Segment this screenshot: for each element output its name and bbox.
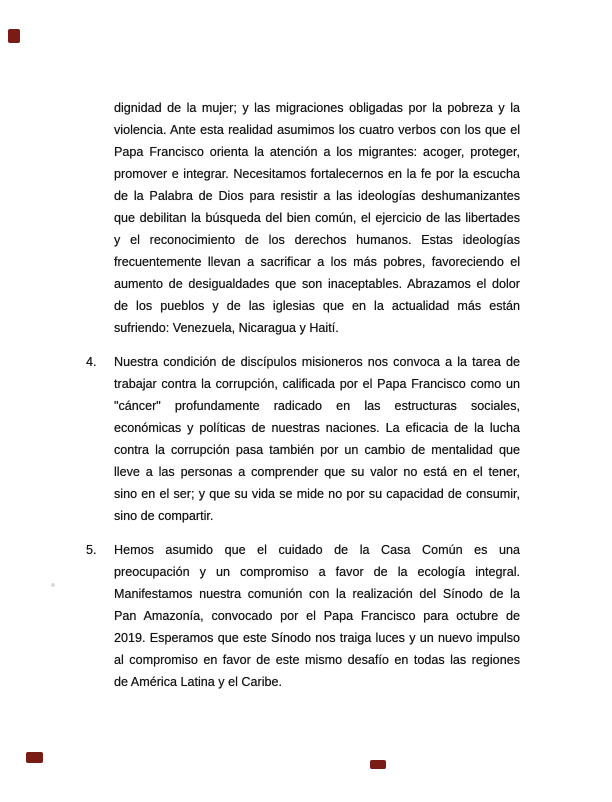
text-line: de América Latina y el Caribe. <box>114 675 283 689</box>
text-line: de los pueblos y de las iglesias que en la actualidad más están <box>114 299 520 313</box>
text-line: y el reconocimiento de los derechos humanos. Estas ideologías <box>114 233 520 247</box>
text-line: frecuentemente llevan a sacrificar a los más pobres, favoreciendo el <box>114 255 520 269</box>
scan-speck <box>51 583 55 587</box>
text-line: que debilitan la búsqueda del bien común, el ejercicio de las libertades <box>114 211 520 225</box>
text-line: lleve a las personas a comprender que su valor no está en el tener, <box>114 465 520 479</box>
item-number-5: 5. <box>86 543 97 557</box>
text-line: sino en el ser; y que su vida se mide no por su capacidad de consumir, <box>114 487 520 501</box>
text-line: promover e integrar. Necesitamos fortalecernos en la fe por la escucha <box>114 167 520 181</box>
text-line: contra la corrupción pasa también por un cambio de mentalidad que <box>114 443 520 457</box>
text-line: Papa Francisco orienta la atención a los migrantes: acoger, proteger, <box>114 145 520 159</box>
text-block <box>86 97 520 705</box>
text-line: Pan Amazonía, convocado por el Papa Francisco para octubre de <box>114 609 520 623</box>
scan-mark-bottom-center <box>370 760 386 769</box>
text-line: Nuestra condición de discípulos misioneros nos convoca a la tarea de <box>114 355 520 369</box>
text-line: de la Palabra de Dios para resistir a las ideologías deshumanizantes <box>114 189 520 203</box>
text-line: preocupación y un compromiso a favor de la ecología integral. <box>114 565 520 579</box>
scan-mark-bottom-left <box>26 752 43 763</box>
text-line: trabajar contra la corrupción, calificada por el Papa Francisco como un <box>114 377 520 391</box>
paragraph-continuation <box>114 97 520 339</box>
scan-mark-top-left <box>8 29 20 43</box>
item-number-4: 4. <box>86 355 97 369</box>
text-line: sino de compartir. <box>114 509 214 523</box>
paragraph-item-5 <box>86 539 520 693</box>
paragraph-item-4 <box>86 351 520 527</box>
text-line: Manifestamos nuestra comunión con la realización del Sínodo de la <box>114 587 520 601</box>
text-line: "cáncer" profundamente radicado en las estructuras sociales, <box>114 399 520 413</box>
text-line: 2019. Esperamos que este Sínodo nos traiga luces y un nuevo impulso <box>114 631 520 645</box>
text-line: económicas y políticas de nuestras naciones. La eficacia de la lucha <box>114 421 520 435</box>
text-line: violencia. Ante esta realidad asumimos los cuatro verbos con los que el <box>114 123 520 137</box>
text-line: sufriendo: Venezuela, Nicaragua y Haití. <box>114 321 339 335</box>
text-line: Hemos asumido que el cuidado de la Casa Común es una <box>114 543 520 557</box>
text-line: aumento de desigualdades que son inaceptables. Abrazamos el dolor <box>114 277 520 291</box>
text-line: al compromiso en favor de este mismo desafío en todas las regiones <box>114 653 520 667</box>
text-line: dignidad de la mujer; y las migraciones obligadas por la pobreza y la <box>114 101 520 115</box>
